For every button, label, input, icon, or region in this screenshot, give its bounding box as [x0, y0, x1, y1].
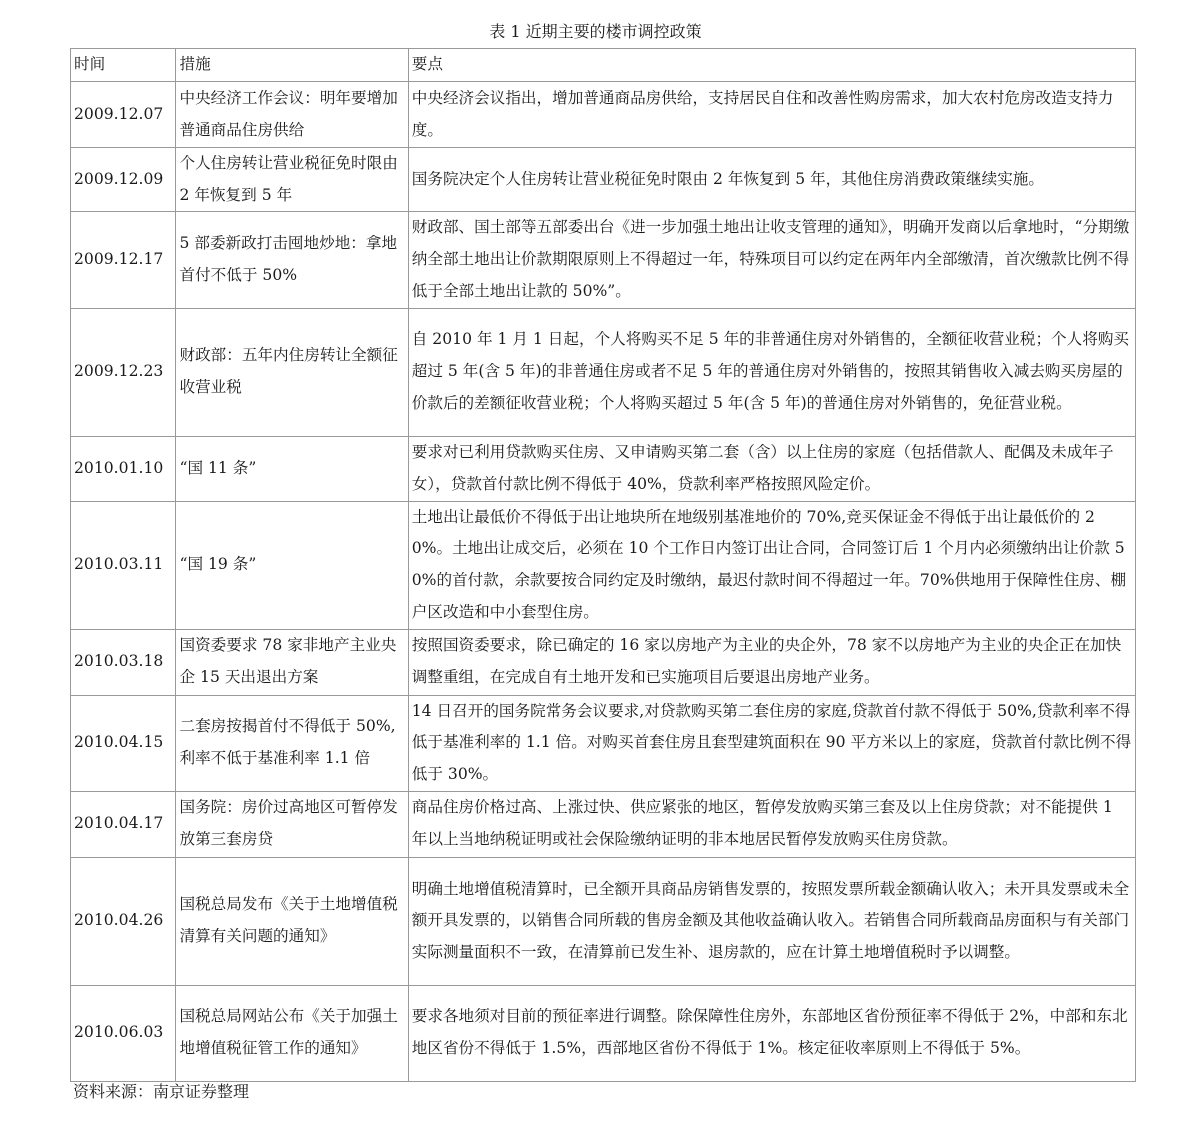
table-row: [71, 308, 1136, 436]
row-date: 2009.12.23: [71, 308, 176, 436]
row-date: 2009.12.09: [71, 148, 176, 212]
column-header-points: 要点: [408, 49, 1135, 82]
table-row: [71, 501, 1136, 629]
row-points: 国务院决定个人住房转让营业税征免时限由 2 年恢复到 5 年，其他住房消费政策继续实施。: [408, 148, 1135, 212]
row-date: 2010.03.11: [71, 501, 176, 629]
row-measure: 个人住房转让营业税征免时限由 2 年恢复到 5 年: [176, 148, 408, 212]
row-date: 2010.04.26: [71, 857, 176, 985]
row-measure: 财政部：五年内住房转让全额征收营业税: [176, 308, 408, 436]
row-date: 2009.12.07: [71, 82, 176, 148]
row-measure: 中央经济工作会议：明年要增加普通商品住房供给: [176, 82, 408, 148]
row-date: 2010.06.03: [71, 985, 176, 1081]
row-measure: “国 11 条”: [176, 436, 408, 501]
table-title: 表 1 近期主要的楼市调控政策: [489, 22, 702, 41]
row-points: 明确土地增值税清算时，已全额开具商品房销售发票的，按照发票所载金额确认收入；未开具发票或未全额开具发票的，以销售合同所载的售房金额及其他收益确认收入。若销售合同所载商品房面积与有关部门实际测量面积不一致，在清算前已发生补、退房款的，应在计算土地增值税时予以调整。: [408, 857, 1135, 985]
table-row: [71, 148, 1136, 212]
table-row: [71, 212, 1136, 308]
row-points: 14 日召开的国务院常务会议要求,对贷款购买第二套住房的家庭,贷款首付款不得低于 50%,贷款利率不得低于基准利率的 1.1 倍。对购买首套住房且套型建筑面积在 90 平方米以上的家庭，贷款首付款比例不得低于 30%。: [408, 695, 1135, 791]
column-header-measure: 措施: [176, 49, 408, 82]
row-measure: 国税总局发布《关于土地增值税清算有关问题的通知》: [176, 857, 408, 985]
source-note: 资料来源：南京证券整理: [73, 1082, 250, 1101]
table-row: [71, 695, 1136, 791]
table-row: [71, 82, 1136, 148]
row-points: 土地出让最低价不得低于出让地块所在地级别基准地价的 70%,竞买保证金不得低于出让最低价的 20%。土地出让成交后，必须在 10 个工作日内签订出让合同，合同签订后 1 个月内必须缴纳出让价款 50%的首付款，余款要按合同约定及时缴纳，最迟付款时间不得超过一年。70%供地用于保障性住房、棚户区改造和中小套型住房。: [408, 501, 1135, 629]
table-header-row: [71, 49, 1136, 82]
row-date: 2010.01.10: [71, 436, 176, 501]
row-points: 商品住房价格过高、上涨过快、供应紧张的地区，暂停发放购买第三套及以上住房贷款；对不能提供 1 年以上当地纳税证明或社会保险缴纳证明的非本地居民暂停发放购买住房贷款。: [408, 791, 1135, 857]
table-row: [71, 857, 1136, 985]
row-points: 中央经济会议指出，增加普通商品房供给，支持居民自住和改善性购房需求，加大农村危房改造支持力度。: [408, 82, 1135, 148]
row-date: 2010.04.17: [71, 791, 176, 857]
table-row: [71, 629, 1136, 695]
row-measure: “国 19 条”: [176, 501, 408, 629]
row-points: 要求对已利用贷款购买住房、又申请购买第二套（含）以上住房的家庭（包括借款人、配偶及未成年子女），贷款首付款比例不得低于 40%，贷款利率严格按照风险定价。: [408, 436, 1135, 501]
row-measure: 5 部委新政打击囤地炒地：拿地首付不低于 50%: [176, 212, 408, 308]
table-row: [71, 791, 1136, 857]
table-row: [71, 436, 1136, 501]
row-points: 财政部、国土部等五部委出台《进一步加强土地出让收支管理的通知》，明确开发商以后拿地时，“分期缴纳全部土地出让价款期限原则上不得超过一年，特殊项目可以约定在两年内全部缴清，首次缴款比例不得低于全部土地出让款的 50%”。: [408, 212, 1135, 308]
row-measure: 国税总局网站公布《关于加强土地增值税征管工作的通知》: [176, 985, 408, 1081]
row-measure: 国务院：房价过高地区可暂停发放第三套房贷: [176, 791, 408, 857]
row-points: 要求各地须对目前的预征率进行调整。除保障性住房外，东部地区省份预征率不得低于 2%，中部和东北地区省份不得低于 1.5%，西部地区省份不得低于 1%。核定征收率原则上不得低于 5%。: [408, 985, 1135, 1081]
row-points: 自 2010 年 1 月 1 日起，个人将购买不足 5 年的非普通住房对外销售的，全额征收营业税；个人将购买超过 5 年(含 5 年)的非普通住房或者不足 5 年的普通住房对外销售的，按照其销售收入减去购买房屋的价款后的差额征收营业税；个人将购买超过 5 年(含 5 年)的普通住房对外销售的，免征营业税。: [408, 308, 1135, 436]
policy-table: [70, 48, 1136, 1082]
row-date: 2010.04.15: [71, 695, 176, 791]
table-row: [71, 985, 1136, 1081]
column-header-date: 时间: [71, 49, 176, 82]
row-date: 2009.12.17: [71, 212, 176, 308]
row-measure: 国资委要求 78 家非地产主业央企 15 天出退出方案: [176, 629, 408, 695]
row-date: 2010.03.18: [71, 629, 176, 695]
row-measure: 二套房按揭首付不得低于 50%,利率不低于基准利率 1.1 倍: [176, 695, 408, 791]
row-points: 按照国资委要求，除已确定的 16 家以房地产为主业的央企外，78 家不以房地产为主业的央企正在加快调整重组，在完成自有土地开发和已实施项目后要退出房地产业务。: [408, 629, 1135, 695]
